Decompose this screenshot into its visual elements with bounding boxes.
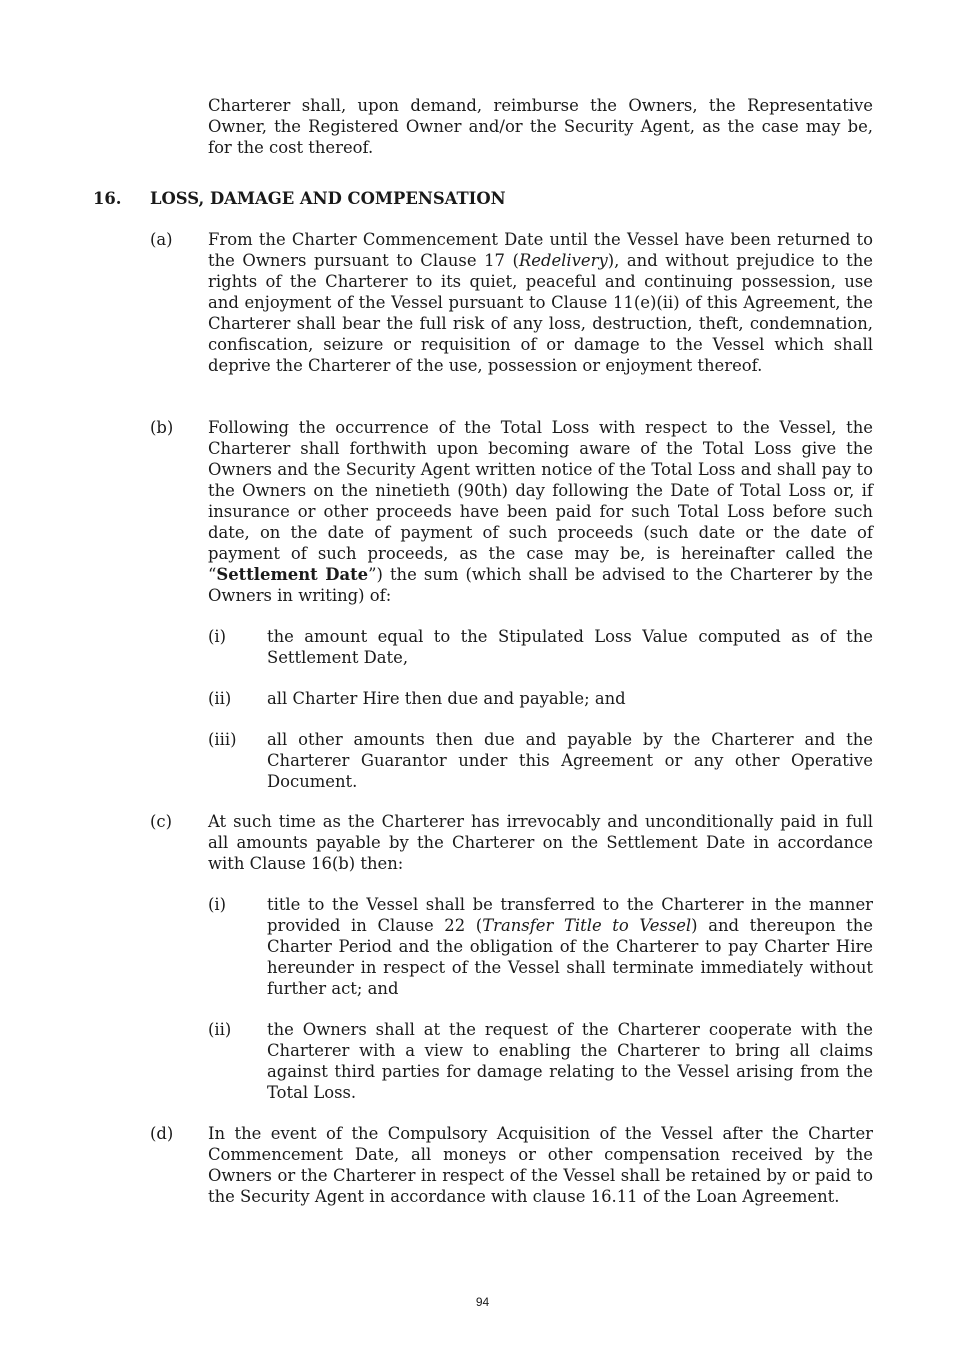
clause-b-ii-text: all Charter Hire then due and payable; and [267,689,626,708]
clause-a-label: (a) [150,230,173,249]
clause-b-iii-label: (iii) [208,730,237,749]
clause-c-i-italic: Transfer Title to Vessel [482,916,692,935]
clause-b-text: Following the occurrence of the Total Loss with respect to the Vessel, the Charterer shall forthwith upon becoming aware of the Total Loss give the Owners and the Security Agent written notice of the Total Loss and shall pay to the Owners on the ninetieth (90th) day following the Date of Total Loss or, if insurance or other proceeds have been paid for such Total Loss before such date, on the date of payment of such proceeds (such date or the date of payment of such proceeds, as the case may be, is hereinafter called the “Settlement Date”) the sum (which shall be advised to the Charterer by the Owners in writing) of: [208,418,873,605]
clause-c-ii-label: (ii) [208,1020,232,1039]
clause-d-label: (d) [150,1124,174,1143]
section-number: 16. [93,189,122,208]
clause-a-italic: Redelivery [518,251,608,270]
clause-c-text: At such time as the Charterer has irrevocably and unconditionally paid in full all amounts payable by the Charterer on the Settlement Date in accordance with Clause 16(b) then: [208,812,873,873]
clause-d-text: In the event of the Compulsory Acquisition of the Vessel after the Charter Commencement Date, all moneys or other compensation received by the Owners or the Charterer in respect of the Vessel shall be retained by or paid to the Security Agent in accordance with clause 16.11 of the Loan Agreement. [208,1124,873,1206]
intro-paragraph: Charterer shall, upon demand, reimburse the Owners, the Representative Owner, the Registered Owner and/or the Security Agent, as the case may be, for the cost thereof. [208,96,873,157]
settlement-date-term: Settlement Date [216,565,369,584]
clause-b-i-label: (i) [208,627,227,646]
clause-b-label: (b) [150,418,174,437]
clause-b-ii-label: (ii) [208,689,232,708]
clause-c-i-label: (i) [208,895,227,914]
section-title: LOSS, DAMAGE AND COMPENSATION [150,189,506,208]
clause-c-ii-text: the Owners shall at the request of the Charterer cooperate with the Charterer with a view to enabling the Charterer to bring all claims against third parties for damage relating to the Vessel arising from the Total Loss. [267,1020,873,1102]
clause-c-i-text: title to the Vessel shall be transferred to the Charterer in the manner provided in Clause 22 (Transfer Title to Vessel) and thereupon the Charter Period and the obligation of the Charterer to pay Charter Hire hereunder in respect of the Vessel shall terminate immediately without further act; and [267,895,873,998]
clause-b-iii-text: all other amounts then due and payable by the Charterer and the Charterer Guarantor under this Agreement or any other Operative Document. [267,730,873,791]
clause-b-i-text: the amount equal to the Stipulated Loss Value computed as of the Settlement Date, [267,627,873,667]
clause-c-label: (c) [150,812,172,831]
page-number: 94 [475,1295,490,1309]
clause-a-text: From the Charter Commencement Date until the Vessel have been returned to the Owners pursuant to Clause 17 (Redelivery), and without prejudice to the rights of the Charterer to its quiet, peaceful and continuing possession, use and enjoyment of the Vessel pursuant to Clause 11(e)(ii) of this Agreement, the Charterer shall bear the full risk of any loss, destruction, theft, condemnation, confiscation, seizure or requisition of or damage to the Vessel which shall deprive the Charterer of the use, possession or enjoyment thereof. [208,230,873,375]
